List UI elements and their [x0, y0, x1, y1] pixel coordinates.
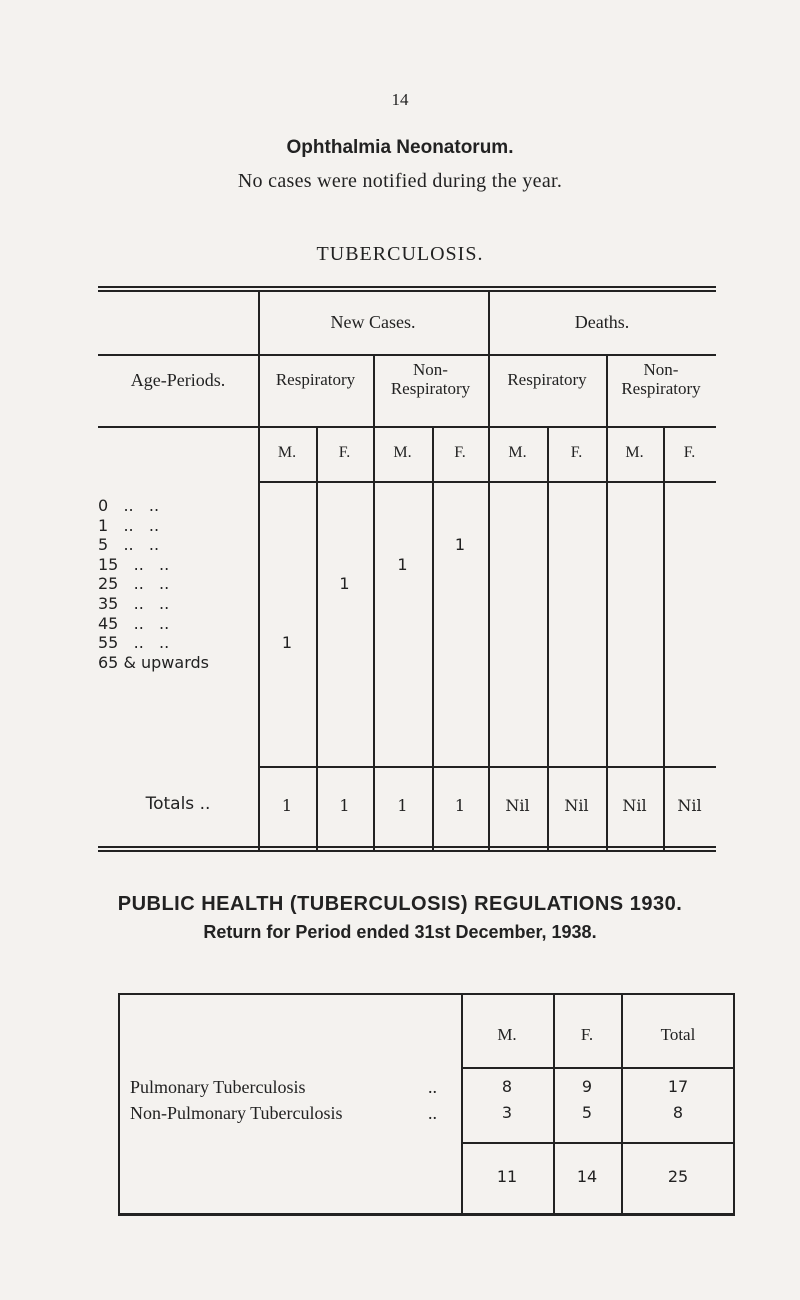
table-rule — [461, 1067, 735, 1069]
col-header-m: M. — [497, 1025, 517, 1044]
sex-header: F. — [454, 444, 466, 461]
row-leader-dots: .. — [428, 1103, 437, 1123]
total-value: 1 — [397, 796, 408, 815]
table-rule — [547, 426, 549, 850]
ophthalmia-title: Ophthalmia Neonatorum. — [286, 137, 514, 158]
table-rule — [98, 354, 716, 356]
table-rule — [258, 481, 716, 483]
sex-header: M. — [625, 444, 644, 461]
table-rule — [118, 993, 120, 1215]
sex-header: F. — [683, 444, 696, 461]
respiratory-header: Respiratory — [275, 370, 356, 389]
table-cell-value: 1 — [281, 633, 293, 653]
tuberculosis-table — [98, 286, 716, 850]
regulations-subtitle: Return for Period ended 31st December, 1938. — [203, 922, 597, 942]
ophthalmia-note: No cases were notified during the year. — [237, 170, 563, 192]
age-period-label: 45 .. .. — [98, 613, 170, 633]
deaths-header: Deaths. — [574, 312, 630, 332]
total-value: 1 — [281, 796, 293, 815]
value-f: 9 — [581, 1077, 593, 1096]
tuberculosis-title: TUBERCULOSIS. — [316, 243, 484, 265]
age-period-label: 5 .. .. — [98, 535, 160, 555]
value-total: 17 — [667, 1077, 689, 1096]
table-rule — [118, 993, 735, 995]
new-cases-header: New Cases. — [330, 312, 416, 332]
total-f: 14 — [576, 1167, 598, 1186]
non-respiratory-header: Non- Respiratory — [621, 360, 701, 398]
table-rule — [316, 426, 318, 850]
total-value: 1 — [454, 796, 466, 815]
row-label: Non-Pulmonary Tuberculosis — [130, 1103, 343, 1123]
row-label: Pulmonary Tuberculosis — [130, 1077, 306, 1097]
age-period-label: 1 .. .. — [98, 515, 160, 535]
total-value: Nil — [564, 796, 589, 815]
table-cell-value: 1 — [454, 535, 466, 555]
table-rule — [98, 846, 716, 848]
value-total: 8 — [672, 1103, 684, 1122]
age-period-label: 35 .. .. — [98, 594, 170, 613]
table-cell-value: 1 — [339, 574, 350, 594]
table-rule — [98, 850, 716, 852]
total-m: 11 — [496, 1167, 518, 1186]
total-value: Nil — [677, 796, 702, 815]
table-rule — [432, 426, 434, 850]
table-rule — [98, 286, 716, 288]
total-all: 25 — [667, 1167, 689, 1186]
table-rule — [663, 426, 665, 850]
sex-header: M. — [277, 444, 297, 461]
page-number: 14 — [391, 90, 409, 109]
sex-header: F. — [338, 444, 351, 461]
table-rule — [98, 290, 716, 292]
sex-header: M. — [393, 444, 412, 461]
age-period-label: 55 .. .. — [98, 633, 170, 653]
total-value: 1 — [339, 796, 350, 815]
age-period-label: 25 .. .. — [98, 574, 170, 594]
age-period-label: 15 .. .. — [98, 554, 170, 574]
respiratory-header: Respiratory — [507, 370, 587, 389]
table-rule — [606, 354, 608, 850]
table-rule — [373, 354, 375, 850]
total-value: Nil — [622, 796, 647, 815]
table-rule — [461, 1142, 735, 1144]
totals-label: Totals .. — [145, 794, 211, 814]
non-respiratory-header: Non- Respiratory — [390, 360, 471, 398]
value-m: 8 — [501, 1077, 513, 1096]
value-f: 5 — [581, 1103, 593, 1122]
total-value: Nil — [505, 796, 530, 815]
age-period-label: 65 & upwards — [98, 652, 209, 672]
table-rule — [258, 766, 716, 768]
sex-header: M. — [508, 444, 527, 461]
table-cell-value: 1 — [397, 554, 408, 574]
value-m: 3 — [501, 1103, 513, 1122]
age-periods-header: Age-Periods. — [130, 370, 226, 390]
row-leader-dots: .. — [428, 1077, 437, 1097]
col-header-f: F. — [580, 1025, 594, 1044]
table-rule — [118, 1213, 735, 1216]
sex-header: F. — [570, 444, 583, 461]
age-period-label: 0 .. .. — [98, 496, 160, 515]
return-table — [118, 993, 735, 1215]
table-rule — [98, 426, 716, 428]
col-header-total: Total — [660, 1025, 696, 1044]
regulations-title: PUBLIC HEALTH (TUBERCULOSIS) REGULATIONS 1930. — [117, 893, 683, 915]
